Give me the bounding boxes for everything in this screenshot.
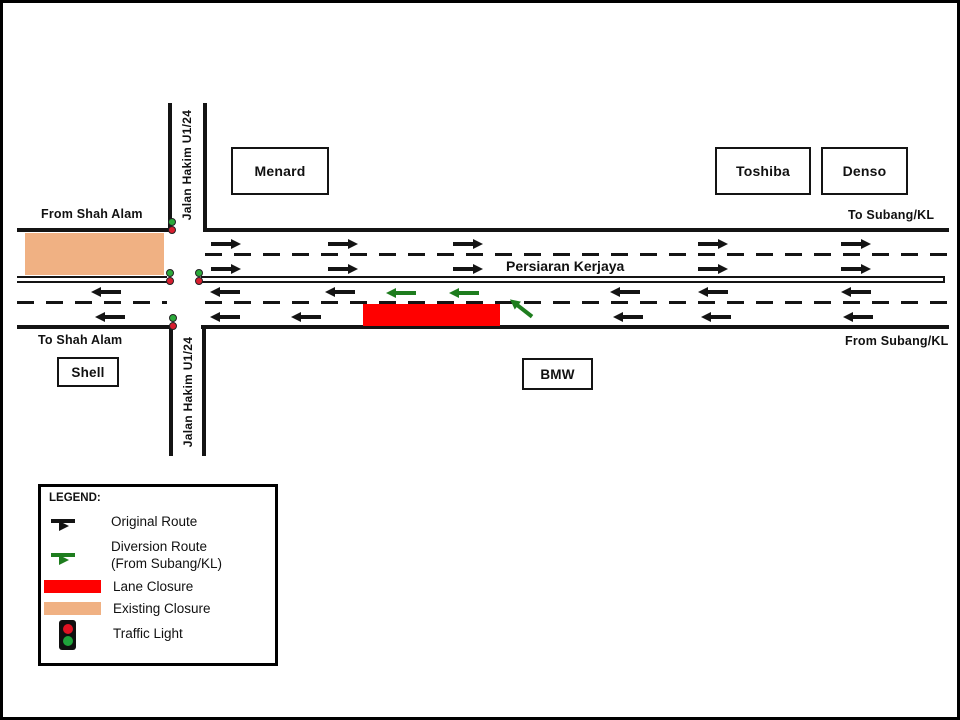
cross-road-name-lower: Jalan Hakim U1/24 [181,336,195,448]
traffic-light-icon [195,269,204,285]
arrow-left-icon [291,312,321,322]
arrow-left-icon [91,287,121,297]
main-road-top-edge-right [203,228,949,232]
legend [38,484,278,666]
legend-label-traffic-light: Traffic Light [113,626,183,641]
arrow-right-icon [841,264,871,274]
arrow-left-icon [613,312,643,322]
tan-swatch [44,602,101,615]
diversion-arrow-diagonal-icon [507,295,535,320]
cross-road-lower-left-edge [169,325,173,456]
arrow-left-icon [701,312,731,322]
westbound-lane-divider-right [205,301,949,304]
building-bmw: BMW [522,358,593,390]
arrow-left-icon [325,287,355,297]
cross-road-upper-right-edge [203,103,207,232]
label-to-shah-alam: To Shah Alam [38,333,123,347]
traffic-light-icon [169,314,178,330]
arrow-right-icon [453,239,483,249]
cross-road-upper-left-edge [168,103,172,232]
arrow-right-icon [698,264,728,274]
main-road-bottom-edge-left [17,325,173,329]
label-from-shah-alam: From Shah Alam [41,207,143,221]
arrow-left-icon [698,287,728,297]
label-to-subang-kl: To Subang/KL [848,208,935,222]
legend-label-existing-closure: Existing Closure [113,601,211,616]
main-road-bottom-edge-right [201,325,949,329]
eastbound-lane-divider [205,253,949,256]
median-right [201,276,945,283]
building-shell: Shell [57,357,119,387]
traffic-light-icon [59,620,76,650]
arrow-right-icon [328,239,358,249]
arrow-right-icon [698,239,728,249]
existing-closure [25,233,164,275]
legend-label-diversion-route-2: (From Subang/KL) [111,556,223,571]
traffic-light-icon [168,218,177,234]
westbound-lane-divider-left [17,301,167,304]
arrow-left-icon [610,287,640,297]
traffic-light-icon [166,269,175,285]
arrow-left-icon [841,287,871,297]
legend-label-diversion-route: Diversion Route [111,539,208,554]
black-arrow-icon [51,516,85,526]
green-arrow-icon [51,550,85,560]
arrow-right-icon [328,264,358,274]
main-road-top-edge-left [17,228,170,232]
diversion-arrow-left-icon [386,288,416,298]
arrow-left-icon [843,312,873,322]
main-road-name: Persiaran Kerjaya [506,258,625,274]
legend-heading: LEGEND: [49,492,101,504]
arrow-right-icon [211,239,241,249]
cross-road-lower-right-edge [202,325,206,456]
label-from-subang-kl: From Subang/KL [845,334,949,348]
arrow-right-icon [211,264,241,274]
red-swatch [44,580,101,593]
arrow-left-icon [210,312,240,322]
arrow-left-icon [95,312,125,322]
arrow-right-icon [841,239,871,249]
arrow-left-icon [210,287,240,297]
building-denso: Denso [821,147,908,195]
arrow-right-icon [453,264,483,274]
median-left [17,276,167,283]
building-toshiba: Toshiba [715,147,811,195]
lane-closure [363,304,500,326]
diversion-arrow-left-icon [449,288,479,298]
cross-road-name-upper: Jalan Hakim U1/24 [180,109,194,221]
legend-label-lane-closure: Lane Closure [113,579,194,594]
legend-label-original-route: Original Route [111,514,198,529]
building-menard: Menard [231,147,329,195]
